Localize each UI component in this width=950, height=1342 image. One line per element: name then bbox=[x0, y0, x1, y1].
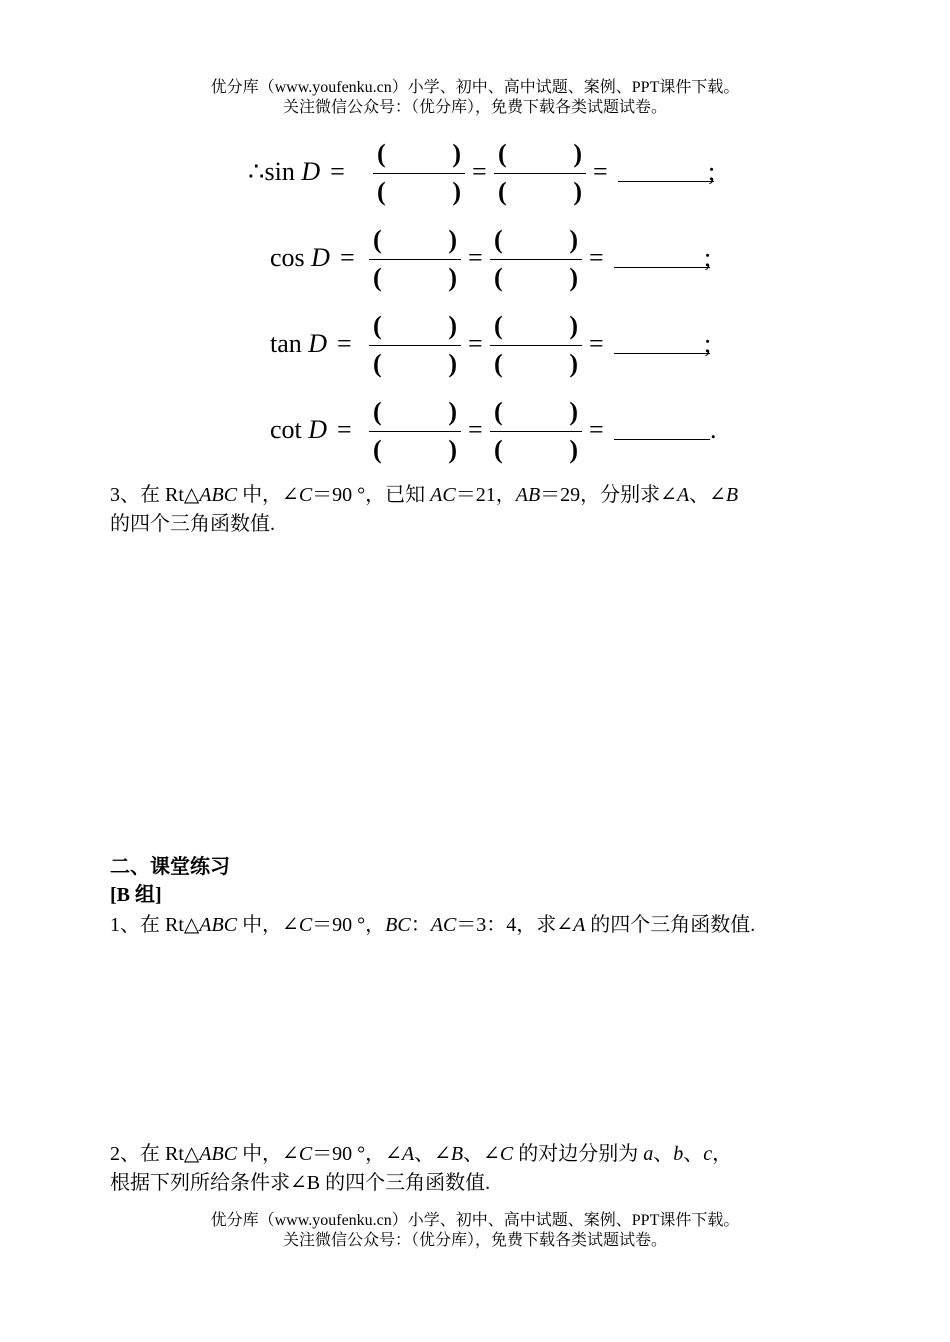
header-line-1: 优分库（www.youfenku.cn）小学、初中、高中试题、案例、PPT课件下载。 bbox=[210, 79, 740, 96]
variable: D bbox=[308, 329, 328, 358]
fraction-bar bbox=[490, 259, 582, 260]
text-run: 、 bbox=[653, 1143, 674, 1165]
fraction-bar bbox=[373, 173, 465, 174]
equation-label bbox=[248, 157, 345, 187]
text-run: ＝90 °， bbox=[312, 914, 386, 936]
left-paren: ( bbox=[373, 435, 382, 464]
answer-blank bbox=[614, 439, 710, 440]
equals-sign: = bbox=[468, 243, 483, 272]
math-variable: A bbox=[401, 1143, 415, 1165]
text-run: 、∠ bbox=[414, 1143, 451, 1165]
denominator-blank bbox=[369, 349, 461, 379]
end-punctuation: ; bbox=[704, 243, 712, 272]
b-question-2-line-2: 根据下列所给条件求∠B 的四个三角函数值. bbox=[110, 1172, 491, 1194]
right-paren: ) bbox=[448, 349, 457, 378]
right-paren: ) bbox=[569, 435, 578, 464]
right-paren: ) bbox=[448, 263, 457, 292]
header-line-2: 关注微信公众号：（优分库），免费下载各类试题试卷。 bbox=[282, 99, 667, 116]
text-run: 中，∠ bbox=[237, 914, 299, 936]
end-punctuation: ; bbox=[704, 329, 712, 358]
equals-sign: = bbox=[589, 329, 604, 358]
left-paren: ( bbox=[494, 263, 503, 292]
left-paren: ( bbox=[498, 139, 507, 168]
denominator-blank bbox=[369, 435, 461, 465]
numerator-blank bbox=[490, 397, 582, 427]
answer-blank bbox=[618, 181, 714, 182]
fraction-bar bbox=[369, 259, 461, 260]
math-variable: B bbox=[725, 484, 739, 506]
page-footer bbox=[0, 1211, 950, 1251]
denominator-blank bbox=[490, 349, 582, 379]
math-variable: C bbox=[298, 1143, 313, 1165]
end-punctuation: . bbox=[710, 415, 717, 444]
right-paren: ) bbox=[569, 397, 578, 426]
blank-fraction bbox=[369, 397, 461, 469]
right-paren: ) bbox=[448, 225, 457, 254]
text-run: 1、在 Rt△ bbox=[110, 914, 200, 936]
right-paren: ) bbox=[448, 311, 457, 340]
left-paren: ( bbox=[373, 349, 382, 378]
fraction-bar bbox=[490, 431, 582, 432]
text-run: ＝90 °，已知 bbox=[312, 484, 431, 506]
variable: D bbox=[308, 415, 328, 444]
right-paren: ) bbox=[573, 177, 582, 206]
b-question-1 bbox=[110, 910, 755, 940]
numerator-blank bbox=[369, 225, 461, 255]
denominator-blank bbox=[490, 435, 582, 465]
equals-sign: = bbox=[468, 329, 483, 358]
equals-sign: = bbox=[472, 157, 487, 186]
left-paren: ( bbox=[373, 263, 382, 292]
left-paren: ( bbox=[494, 225, 503, 254]
math-variable: C bbox=[298, 484, 313, 506]
equals-sign: = bbox=[339, 243, 355, 272]
function-name: cos bbox=[270, 243, 312, 272]
math-variable: ABC bbox=[199, 484, 238, 506]
left-paren: ( bbox=[377, 177, 386, 206]
math-variable: AC bbox=[430, 484, 456, 506]
right-paren: ) bbox=[448, 397, 457, 426]
math-variable: ABC bbox=[199, 914, 238, 936]
fraction-bar bbox=[369, 345, 461, 346]
function-name: tan bbox=[270, 329, 309, 358]
section-title: 二、课堂练习 bbox=[110, 856, 230, 878]
text-run: ＝29，分别求∠ bbox=[540, 484, 677, 506]
blank-fraction bbox=[369, 225, 461, 297]
equation-row bbox=[0, 139, 950, 211]
question-3-line-1 bbox=[110, 480, 738, 510]
end-punctuation: ; bbox=[708, 157, 716, 186]
text-run: 中，∠ bbox=[237, 484, 299, 506]
blank-fraction bbox=[490, 311, 582, 383]
fraction-bar bbox=[490, 345, 582, 346]
text-run: ＝90 °，∠ bbox=[312, 1143, 402, 1165]
left-paren: ( bbox=[377, 139, 386, 168]
text-run: ＝21， bbox=[455, 484, 516, 506]
equals-sign: = bbox=[468, 415, 483, 444]
math-variable: c bbox=[703, 1143, 713, 1165]
numerator-blank bbox=[369, 311, 461, 341]
math-variable: B bbox=[450, 1143, 464, 1165]
numerator-blank bbox=[369, 397, 461, 427]
math-variable: BC bbox=[385, 914, 411, 936]
answer-blank bbox=[614, 267, 710, 268]
text-run: 3、在 Rt△ bbox=[110, 484, 200, 506]
text-run: ： bbox=[410, 914, 431, 936]
math-variable: a bbox=[643, 1143, 654, 1165]
variable: D bbox=[311, 243, 330, 272]
math-variable: ABC bbox=[199, 1143, 238, 1165]
numerator-blank bbox=[494, 139, 586, 169]
text-run: 2、在 Rt△ bbox=[110, 1143, 200, 1165]
right-paren: ) bbox=[569, 349, 578, 378]
variable: D bbox=[301, 157, 321, 186]
numerator-blank bbox=[490, 225, 582, 255]
answer-blank bbox=[614, 353, 710, 354]
math-variable: C bbox=[298, 914, 313, 936]
right-paren: ) bbox=[452, 177, 461, 206]
right-paren: ) bbox=[452, 139, 461, 168]
text-run: 、∠ bbox=[689, 484, 726, 506]
equation-label bbox=[270, 329, 352, 359]
function-name: cot bbox=[270, 415, 309, 444]
math-variable: A bbox=[573, 914, 586, 936]
left-paren: ( bbox=[494, 311, 503, 340]
right-paren: ) bbox=[569, 263, 578, 292]
equals-sign: = bbox=[589, 415, 604, 444]
numerator-blank bbox=[373, 139, 465, 169]
left-paren: ( bbox=[494, 435, 503, 464]
footer-line-1: 优分库（www.youfenku.cn）小学、初中、高中试题、案例、PPT课件下载。 bbox=[210, 1212, 740, 1229]
left-paren: ( bbox=[494, 397, 503, 426]
text-run: 、∠ bbox=[463, 1143, 500, 1165]
text-run: ＝3：4，求∠ bbox=[456, 914, 574, 936]
left-paren: ( bbox=[498, 177, 507, 206]
left-paren: ( bbox=[373, 225, 382, 254]
right-paren: ) bbox=[448, 435, 457, 464]
left-paren: ( bbox=[373, 311, 382, 340]
question-3-line-2: 的四个三角函数值. bbox=[110, 513, 275, 535]
denominator-blank bbox=[494, 177, 586, 207]
page-header bbox=[0, 78, 950, 118]
equals-sign: = bbox=[337, 329, 352, 358]
text-run: ， bbox=[712, 1143, 733, 1165]
left-paren: ( bbox=[373, 397, 382, 426]
right-paren: ) bbox=[569, 225, 578, 254]
math-variable: AC bbox=[430, 914, 457, 936]
left-paren: ( bbox=[494, 349, 503, 378]
equals-sign: = bbox=[593, 157, 608, 186]
numerator-blank bbox=[490, 311, 582, 341]
equation-row bbox=[0, 225, 950, 297]
text-run: 中，∠ bbox=[237, 1143, 299, 1165]
equals-sign: = bbox=[330, 157, 345, 186]
text-run: 的四个三角函数值. bbox=[585, 914, 756, 936]
fraction-bar bbox=[494, 173, 586, 174]
denominator-blank bbox=[490, 263, 582, 293]
blank-fraction bbox=[490, 225, 582, 297]
blank-fraction bbox=[490, 397, 582, 469]
b-question-2-line-1 bbox=[110, 1139, 732, 1169]
math-variable: A bbox=[676, 484, 690, 506]
math-variable: b bbox=[673, 1143, 684, 1165]
function-name: ∴sin bbox=[248, 157, 302, 186]
blank-fraction bbox=[373, 139, 465, 211]
equation-label bbox=[270, 243, 355, 273]
fraction-bar bbox=[369, 431, 461, 432]
text-run: 、 bbox=[683, 1143, 704, 1165]
right-paren: ) bbox=[573, 139, 582, 168]
math-variable: AB bbox=[515, 484, 541, 506]
math-variable: C bbox=[499, 1143, 514, 1165]
blank-fraction bbox=[369, 311, 461, 383]
equals-sign: = bbox=[589, 243, 604, 272]
equation-row bbox=[0, 397, 950, 469]
denominator-blank bbox=[373, 177, 465, 207]
footer-line-2: 关注微信公众号：（优分库），免费下载各类试题试卷。 bbox=[282, 1232, 667, 1249]
text-run: 的对边分别为 bbox=[513, 1143, 644, 1165]
equation-row bbox=[0, 311, 950, 383]
right-paren: ) bbox=[569, 311, 578, 340]
blank-fraction bbox=[494, 139, 586, 211]
group-label: [B 组] bbox=[110, 884, 162, 906]
denominator-blank bbox=[369, 263, 461, 293]
equation-label bbox=[270, 415, 352, 445]
equals-sign: = bbox=[337, 415, 352, 444]
